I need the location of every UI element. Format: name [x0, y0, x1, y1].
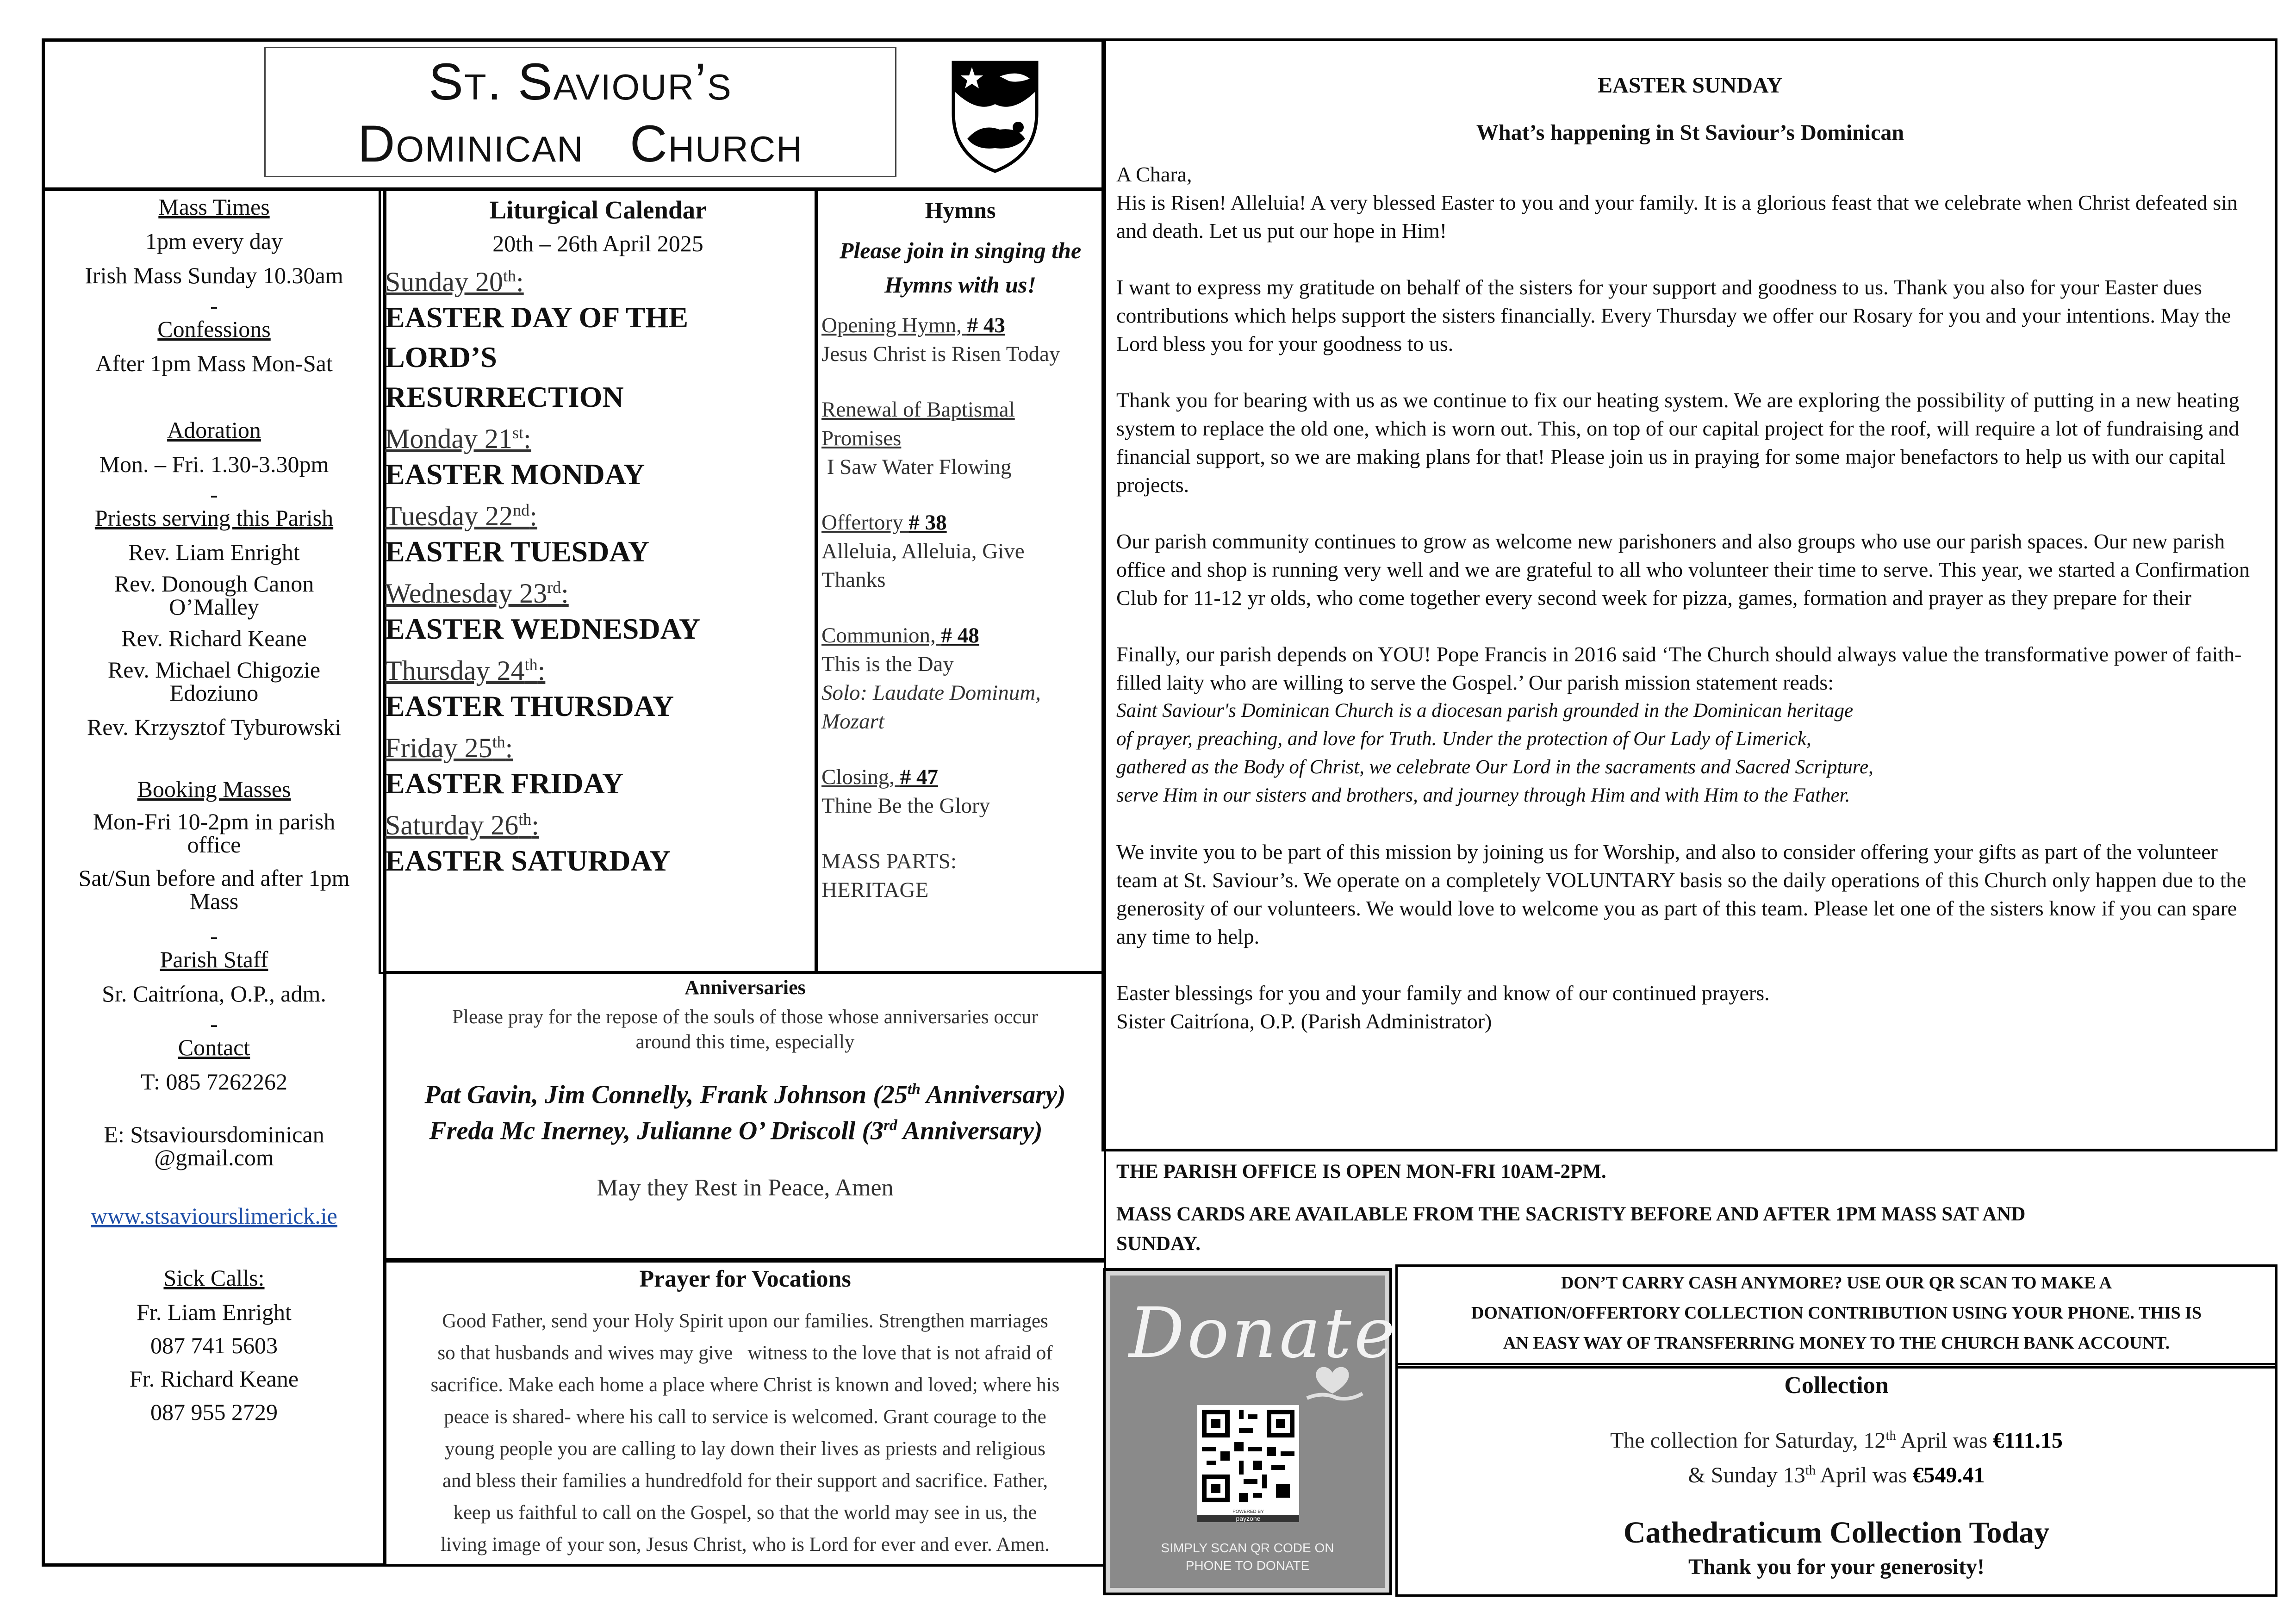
calendar-feast: EASTER TUESDAY — [385, 535, 649, 568]
liturgical-content — [385, 193, 811, 881]
calendar-feast: EASTER FRIDAY — [385, 767, 624, 800]
calendar-feast: EASTER MONDAY — [385, 458, 645, 491]
letter-content — [1116, 69, 2264, 1035]
hymn-title: Alleluia, Alleluia, Give — [821, 539, 1025, 563]
calendar-day: Monday 21st: — [385, 423, 531, 454]
confessions-time: After 1pm Mass Mon-Sat — [95, 350, 333, 376]
hymn-heading-opening: Opening Hymn, # 43 — [821, 313, 1005, 337]
booking-weekday: Mon-Fri 10-2pm in parish — [93, 809, 336, 834]
liturgical-dates: 20th – 26th April 2025 — [492, 230, 703, 256]
hymns-intro: Please join in singing the — [839, 237, 1082, 263]
mass-parts: MASS PARTS: — [821, 849, 957, 873]
sick-call-name: Fr. Liam Enright — [137, 1299, 292, 1325]
title-line-1: St. Saviour’s — [429, 53, 732, 111]
letter-paragraph: Finally, our parish depends on YOU! Pope Francis in 2016 said ‘The Church should always value the transformative power of faith-filled laity who are willing to serve the Gospel.’ Our parish mission statement reads: — [1116, 642, 2242, 694]
priest-item: Rev. Liam Enright — [128, 539, 300, 565]
cash-notice-line: DON’T CARRY CASH ANYMORE? USE OUR QR SCAN TO MAKE A — [1561, 1273, 2112, 1293]
separator: - — [210, 1011, 218, 1037]
payzone-logo: payzone — [1197, 1515, 1299, 1522]
letter-signoff: Easter blessings for you and your family and know of our continued prayers. — [1116, 981, 1770, 1005]
donate-card — [1110, 1276, 1398, 1588]
letter-title: EASTER SUNDAY — [1598, 73, 1783, 98]
hymn-title: I Saw Water Flowing — [821, 455, 1012, 479]
anniversaries-closing: May they Rest in Peace, Amen — [597, 1175, 894, 1201]
collection-thanks: Thank you for your generosity! — [1688, 1555, 1985, 1579]
donate-caption-line: SIMPLY SCAN QR CODE ON — [1161, 1541, 1334, 1555]
hymn-heading-renewal-cont: Promises — [821, 426, 902, 450]
letter-paragraph: I want to express my gratitude on behalf of the sisters for your support and goodness to us. Thank you also for your Easter dues contributions which helps support the sisters financially. Every Thursday we offer our Rosary for you and your intentions. May the Lord bless you for your goodness to us. — [1116, 275, 2231, 355]
priests-heading: Priests serving this Parish — [94, 505, 334, 531]
hymns-content — [821, 193, 1099, 904]
mass-time-daily: 1pm every day — [145, 228, 283, 254]
mission-statement: gathered as the Body of Christ, we celebrate Our Lord in the sacraments and Sacred Scripture, — [1116, 756, 1873, 778]
left-info-content — [46, 193, 382, 1426]
mission-statement: Saint Saviour's Dominican Church is a diocesan parish grounded in the Dominican heritage — [1116, 700, 1854, 722]
confessions-heading: Confessions — [157, 316, 271, 342]
calendar-feast: EASTER THURSDAY — [385, 690, 674, 722]
calendar-feast-cont: LORD’S — [385, 341, 497, 373]
anniversaries-intro-cont: around this time, especially — [635, 1031, 855, 1053]
title-line-2: Dominican Church — [357, 115, 803, 173]
mission-statement: of prayer, preaching, and love for Truth. Under the protection of Our Lady of Limerick, — [1116, 728, 1811, 750]
anniversary-names: Pat Gavin, Jim Connelly, Frank Johnson (25th Anniversary) — [424, 1080, 1066, 1109]
page-title — [264, 47, 896, 177]
contact-email: E: Stsavioursdominican — [104, 1121, 324, 1147]
vocations-prayer — [389, 1305, 1101, 1561]
hymn-heading-closing: Closing, # 47 — [821, 765, 939, 789]
donate-caption — [1110, 1539, 1385, 1574]
cash-notice-line: AN EASY WAY OF TRANSFERRING MONEY TO THE CHURCH BANK ACCOUNT. — [1503, 1333, 2170, 1353]
notices — [1116, 1157, 2264, 1259]
contact-heading: Contact — [178, 1034, 250, 1060]
dominican-crest-icon — [949, 58, 1041, 174]
booking-weekday-cont: office — [187, 832, 241, 858]
separator: - — [210, 923, 218, 949]
anniversaries-content — [389, 974, 1101, 1203]
calendar-day: Friday 25th: — [385, 733, 513, 763]
letter-paragraph: His is Risen! Alleluia! A very blessed Easter to you and your family. It is a glorious feast that we celebrate when Christ defeated sin and death. Let us put our hope in Him! — [1116, 191, 2238, 243]
calendar-day: Tuesday 22nd: — [385, 501, 537, 531]
cash-notice — [1400, 1268, 2273, 1358]
hymn-heading-renewal: Renewal of Baptismal — [821, 398, 1015, 422]
hymn-title-cont: Thanks — [821, 568, 886, 592]
hymns-title: Hymns — [925, 197, 996, 223]
liturgical-title: Liturgical Calendar — [489, 196, 707, 224]
anniversaries-title: Anniversaries — [684, 976, 806, 999]
separator: - — [210, 481, 218, 507]
donate-caption-line: PHONE TO DONATE — [1185, 1558, 1310, 1573]
hymn-solo: Solo: Laudate Dominum, — [821, 681, 1041, 705]
contact-phone: T: 085 7262262 — [141, 1069, 287, 1095]
mass-cards-notice-cont: SUNDAY. — [1116, 1233, 1201, 1255]
staff-heading: Parish Staff — [160, 946, 268, 972]
cathedraticum-heading: Cathedraticum Collection Today — [1623, 1516, 2050, 1549]
adoration-time: Mon. – Fri. 1.30-3.30pm — [99, 451, 329, 477]
priest-item: Rev. Richard Keane — [121, 625, 307, 651]
priest-item: Rev. Michael Chigozie — [107, 657, 321, 683]
prayer-line: Good Father, send your Holy Spirit upon our families. Strengthen marriages — [442, 1310, 1048, 1332]
adoration-heading: Adoration — [167, 417, 261, 443]
website-link[interactable]: www.stsaviourslimerick.ie — [91, 1203, 337, 1229]
contact-email-cont: @gmail.com — [154, 1145, 274, 1170]
office-hours-notice: THE PARISH OFFICE IS OPEN MON-FRI 10AM-2PM. — [1116, 1161, 1606, 1182]
hymn-title: This is the Day — [821, 652, 954, 676]
collection-saturday: The collection for Saturday, 12th April was €111.15 — [1610, 1428, 2063, 1453]
letter-paragraph: Thank you for bearing with us as we continue to fix our heating system. We are exploring the possibility of putting in a new heating system to replace the old one, which is worn out. This, on top of our capital project for the roof, will require a lot of fundraising and financial support, so we are making plans for that! Please join us in praying for some major benefactors to help us with our capital projects. — [1116, 388, 2240, 497]
staff-item: Sr. Caitríona, O.P., adm. — [102, 981, 326, 1007]
letter-paragraph: We invite you to be part of this mission by joining us for Worship, and also to consider offering your gifts as part of the volunteer team at St. Saviour’s. We operate on a completely VOLUNTARY basis so the daily operations of this Church only happen due to the generosity of our volunteers. We would love to welcome you as part of this team. Please let one of the sisters know if you can spare any time to help. — [1116, 840, 2246, 948]
mass-cards-notice: MASS CARDS ARE AVAILABLE FROM THE SACRISTY BEFORE AND AFTER 1PM MASS SAT AND — [1116, 1203, 2026, 1225]
sick-call-name: Fr. Richard Keane — [129, 1366, 299, 1392]
hymn-heading-communion: Communion, # 48 — [821, 623, 979, 647]
calendar-day: Wednesday 23rd: — [385, 578, 569, 609]
collection-title: Collection — [1784, 1372, 1889, 1399]
anniversaries-intro: Please pray for the repose of the souls of those whose anniversaries occur — [452, 1006, 1038, 1028]
separator: - — [210, 292, 218, 318]
letter-signature: Sister Caitríona, O.P. (Parish Administrator) — [1116, 1009, 1492, 1033]
prayer-line: sacrifice. Make each home a place where Christ is known and loved; where his — [430, 1374, 1060, 1396]
calendar-feast-cont: RESURRECTION — [385, 380, 624, 413]
hymn-title: Jesus Christ is Risen Today — [821, 342, 1060, 366]
letter-subtitle: What’s happening in St Saviour’s Dominican — [1476, 120, 1904, 145]
qr-code-icon[interactable] — [1197, 1405, 1299, 1521]
heart-hand-icon — [1305, 1354, 1365, 1412]
letter-greeting: A Chara, — [1116, 162, 1192, 186]
booking-weekend-cont: Mass — [189, 888, 239, 914]
hymn-heading-offertory: Offertory # 38 — [821, 510, 947, 535]
priest-item-cont: Edoziuno — [169, 680, 259, 706]
anniversary-names: Freda Mc Inerney, Julianne O’ Driscoll (3rd Anniversary) — [429, 1116, 1043, 1145]
cash-notice-line: DONATION/OFFERTORY COLLECTION CONTRIBUTION USING YOUR PHONE. THIS IS — [1471, 1303, 2202, 1323]
prayer-line: and bless their families a hundredfold for their support and sacrifice. Father, — [442, 1470, 1048, 1492]
letter-paragraph: Our parish community continues to grow as welcome new parishoners and also groups who use our parish spaces. Our new parish office and shop is running very well and we are grateful to all who volunteer their time to serve. This year, we started a Confirmation Club for 11-12 yr olds, who come together every second week for pizza, games, formation and prayer as they prepare for their — [1116, 529, 2250, 610]
prayer-line: peace is shared- where his call to service is welcomed. Grant courage to the — [444, 1406, 1046, 1428]
mass-parts-cont: HERITAGE — [821, 878, 929, 902]
calendar-feast: EASTER SATURDAY — [385, 844, 671, 877]
prayer-line: keep us faithful to call on the Gospel, so that the world may see in us, the — [453, 1502, 1037, 1524]
hymns-intro-cont: Hymns with us! — [884, 272, 1036, 298]
priest-item-cont: O’Malley — [169, 594, 259, 620]
calendar-day: Thursday 24th: — [385, 655, 546, 686]
priest-item: Rev. Krzysztof Tyburowski — [87, 714, 342, 740]
calendar-day: Saturday 26th: — [385, 810, 539, 840]
hymn-title: Thine Be the Glory — [821, 794, 990, 818]
mass-times-heading: Mass Times — [158, 194, 270, 220]
booking-weekend: Sat/Sun before and after 1pm — [78, 865, 350, 891]
mission-statement: serve Him in our sisters and brothers, and journey through Him and with Him to the Father. — [1116, 784, 1850, 806]
vocations-content — [389, 1263, 1101, 1561]
booking-heading: Booking Masses — [137, 776, 291, 802]
collection-content — [1400, 1369, 2273, 1582]
donate-script: Donate — [1129, 1293, 1398, 1374]
prayer-line: living image of your son, Jesus Christ, who is Lord for ever and ever. Amen. — [440, 1534, 1050, 1556]
prayer-line: so that husbands and wives may give witness to the love that is not afraid of — [437, 1342, 1053, 1364]
sick-call-phone: 087 741 5603 — [150, 1332, 278, 1358]
calendar-feast: EASTER DAY OF THE — [385, 301, 688, 334]
sick-call-phone: 087 955 2729 — [150, 1399, 278, 1425]
mass-time-irish: Irish Mass Sunday 10.30am — [85, 262, 343, 288]
sick-calls-heading: Sick Calls: — [163, 1265, 265, 1291]
hymn-solo-cont: Mozart — [821, 709, 884, 734]
collection-sunday: & Sunday 13th April was €549.41 — [1688, 1463, 1985, 1487]
calendar-feast: EASTER WEDNESDAY — [385, 612, 701, 645]
prayer-line: young people you are calling to lay down their lives as priests and religious — [444, 1438, 1046, 1460]
calendar-day: Sunday 20th: — [385, 267, 524, 297]
priest-item: Rev. Donough Canon — [114, 571, 314, 597]
powered-by-label: POWERED BY — [1232, 1509, 1264, 1514]
vocations-title: Prayer for Vocations — [639, 1266, 851, 1292]
